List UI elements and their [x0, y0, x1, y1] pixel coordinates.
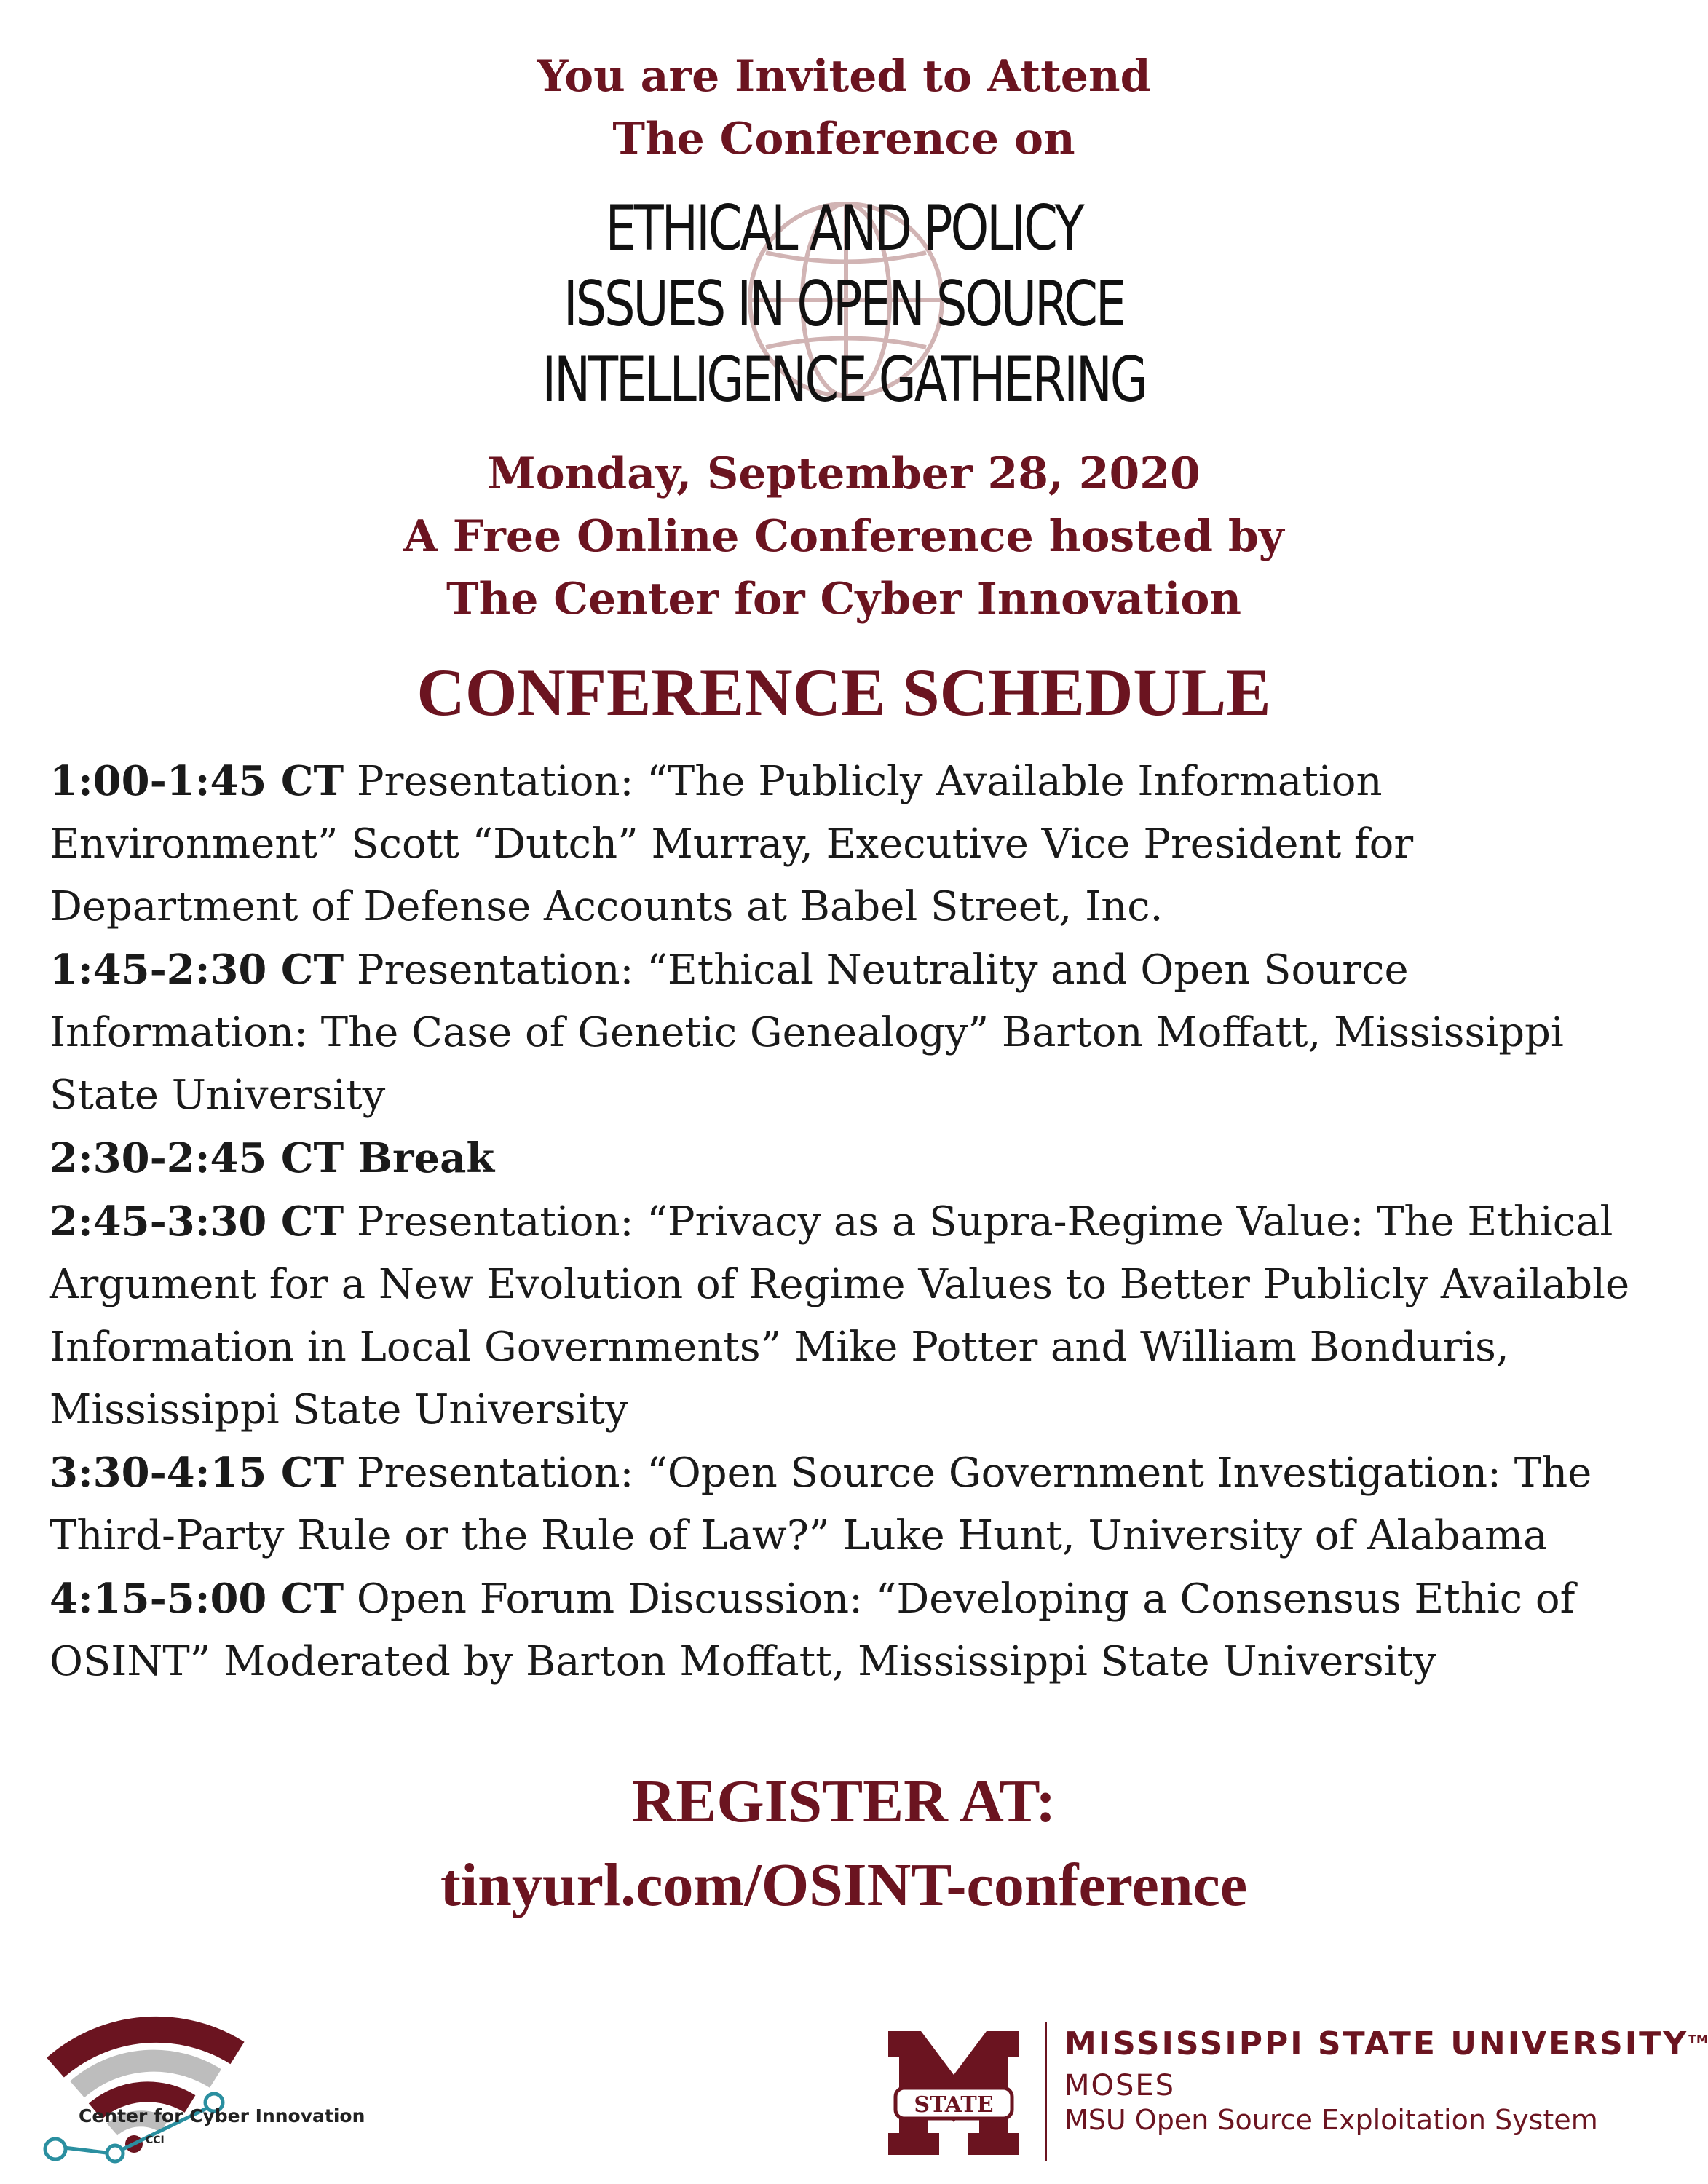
trademark-mark: TM: [1688, 2032, 1708, 2046]
msu-name: [1064, 2025, 1708, 2062]
schedule-item: [50, 1441, 1644, 1567]
schedule-item: [50, 1190, 1644, 1441]
schedule-item: [50, 1127, 1644, 1190]
session-text: Presentation: “Ethical Neutrality and Open Source Information: The Case of Genetic Genealogy” Barton Moffatt, Mississippi State University: [50, 946, 1564, 1119]
msu-m-state-icon: [881, 2017, 1027, 2162]
title-line-3: INTELLIGENCE GATHERING: [542, 344, 1146, 416]
session-time: 2:45-3:30 CT: [50, 1198, 344, 1246]
registration-block: [0, 1762, 1688, 1929]
event-host: The Center for Cyber Innovation: [446, 574, 1242, 625]
session-time: 4:15-5:00 CT: [50, 1575, 344, 1623]
logo-divider: [1045, 2022, 1047, 2161]
cci-abbreviation: CCI: [146, 2134, 165, 2146]
conference-title-block: [0, 191, 1688, 424]
session-time: 2:30-2:45 CT Break: [50, 1134, 495, 1182]
conference-title: [186, 191, 1502, 418]
session-text: Open Forum Discussion: “Developing a Consensus Ethic of OSINT” Moderated by Barton Moffatt, Mississippi State University: [50, 1575, 1575, 1685]
event-info: [0, 443, 1688, 630]
event-date: Monday, September 28, 2020: [487, 448, 1201, 499]
register-link[interactable]: tinyurl.com/OSINT-conference: [440, 1851, 1248, 1919]
session-text: Presentation: “The Publicly Available Information Environment” Scott “Dutch” Murray, Executive Vice President for Department of Defense Accounts at Babel Street, Inc.: [50, 758, 1414, 930]
moses-name: MOSES: [1064, 2069, 1176, 2102]
event-description: A Free Online Conference hosted by: [403, 511, 1284, 562]
schedule-item: [50, 1567, 1644, 1693]
moses-description: MSU Open Source Exploitation System: [1064, 2104, 1598, 2136]
msu-name-text: MISSISSIPPI STATE UNIVERSITY: [1064, 2025, 1689, 2062]
register-label: REGISTER AT:: [631, 1768, 1056, 1835]
invitation-heading: [0, 45, 1688, 170]
msu-moses-logo: [881, 2017, 1708, 2162]
cci-name: Center for Cyber Innovation: [79, 2105, 365, 2126]
session-time: 1:45-2:30 CT: [50, 946, 344, 994]
title-line-2: ISSUES IN OPEN SOURCE: [563, 268, 1125, 341]
schedule-heading: CONFERENCE SCHEDULE: [416, 655, 1271, 729]
invitation-line-1: You are Invited to Attend: [537, 51, 1151, 102]
schedule-item: [50, 938, 1644, 1127]
cci-logo-icon: [26, 1980, 368, 2169]
title-line-1: ETHICAL AND POLICY: [605, 192, 1083, 265]
msu-mark-text: STATE: [914, 2092, 994, 2118]
schedule-item: [50, 750, 1644, 938]
schedule-list: [50, 750, 1644, 1693]
session-time: 1:00-1:45 CT: [50, 757, 344, 805]
invitation-line-2: The Conference on: [612, 114, 1075, 165]
session-time: 3:30-4:15 CT: [50, 1449, 344, 1497]
session-text: Presentation: “Privacy as a Supra-Regime Value: The Ethical Argument for a New Evolution of Regime Values to Better Publicly Available Information in Local Governments” Mike Potter and William Bonduris, Mississippi State University: [50, 1198, 1630, 1433]
session-text: Presentation: “Open Source Government Investigation: The Third-Party Rule or the Rule of Law?” Luke Hunt, University of Alabama: [50, 1449, 1592, 1559]
